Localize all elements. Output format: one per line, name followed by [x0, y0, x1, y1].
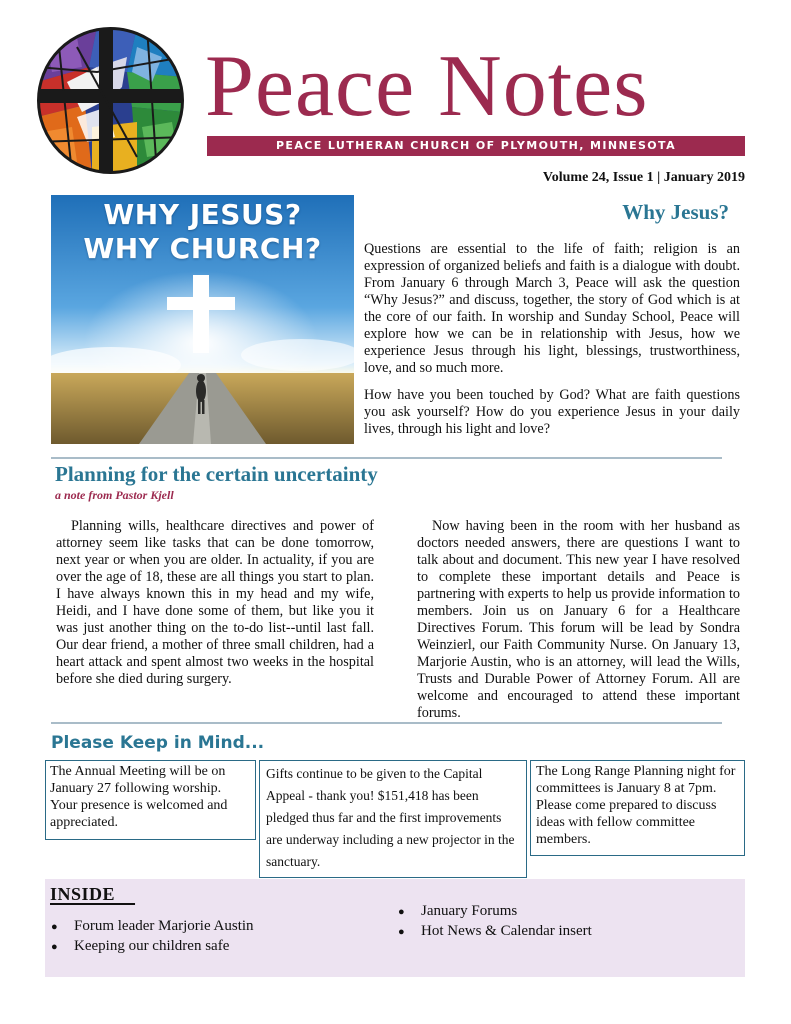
hero-line-1: WHY JESUS?	[103, 198, 302, 231]
long-range-planning-box: The Long Range Planning night for committees is January 8 at 7pm. Please come prepared to discuss ideas with fellow committee members.	[530, 760, 745, 856]
inside-heading: INSIDE	[50, 884, 136, 904]
inside-item	[51, 918, 254, 935]
planning-column-2: Now having been in the room with her husband as doctors needed answers, there are questions I want to talk about and document. This new year I have resolved to complete these important details and Peace is partnering with experts to help us provide information to members. Join us on January 6 for a Healthcare Directives Forum. This forum will be lead by Sondra Weinzierl, our Faith Community Nurse. On January 13, Marjorie Austin, who is an attorney, will lead the Wills, Trusts and Durable Power of Attorney Forum. All are welcome and encouraged to attend these important forums.	[417, 518, 740, 721]
church-name-banner: PEACE LUTHERAN CHURCH OF PLYMOUTH, MINNESOTA	[207, 136, 745, 156]
inside-item	[398, 903, 517, 920]
planning-heading: Planning for the certain uncertainty	[55, 462, 378, 486]
annual-meeting-box: The Annual Meeting will be on January 27 following worship. Your presence is welcomed and appreciated.	[45, 760, 256, 840]
inside-item	[398, 923, 592, 940]
why-jesus-heading: Why Jesus?	[622, 200, 729, 224]
inside-item-label: Forum leader Marjorie Austin	[74, 918, 254, 934]
bullet-icon: ●	[51, 941, 58, 953]
newsletter-title: Peace Notes	[205, 38, 649, 135]
section-divider	[51, 457, 722, 459]
inside-item-label: January Forums	[421, 903, 518, 919]
why-jesus-paragraph-1: Questions are essential to the life of faith; religion is an expression of organized beliefs and faith is a dialogue with doubt. From January 6 through March 3, Peace will ask the question “Why Jesus?” and discuss, together, the story of God which is at the core of our faith. In worship and Sunday School, Peace will explore how we can be in relationship with Jesus, how we experience Jesus through his light, blessings, trustworthiness, love, and so much more.	[364, 241, 740, 376]
issue-info: Volume 24, Issue 1 | January 2019	[542, 170, 745, 185]
inside-item	[51, 938, 229, 955]
section-divider	[51, 722, 722, 724]
inside-item-label: Hot News & Calendar insert	[421, 923, 592, 939]
capital-appeal-box: Gifts continue to be given to the Capital Appeal - thank you! $151,418 has been pledged thus far and the first improvements are underway including a new projector in the sanctuary.	[259, 760, 527, 878]
keep-in-mind-heading: Please Keep in Mind...	[51, 733, 265, 753]
bullet-icon: ●	[398, 906, 405, 918]
why-jesus-paragraph-2: How have you been touched by God? What are faith questions you ask yourself? How do you experience Jesus in your daily lives, through his light and love?	[364, 387, 740, 437]
bullet-icon: ●	[51, 921, 58, 933]
hero-line-2: WHY CHURCH?	[83, 232, 322, 265]
hero-heading	[51, 198, 354, 266]
inside-item-label: Keeping our children safe	[74, 938, 230, 954]
church-logo	[37, 27, 184, 174]
planning-column-1: Planning wills, healthcare directives and power of attorney seem like tasks that can be done tomorrow, next year or when you are older. In actuality, if you are over the age of 18, these are all things you start to plan. I have always known this in my head and my wife, Heidi, and I have done some of them, but like you it was just another thing on the to-do list--until last fall. Our dear friend, a mother of three small children, had a heart attack and spent almost two weeks in the hospital before she died during surgery.	[56, 518, 374, 687]
planning-byline: a note from Pastor Kjell	[55, 488, 174, 502]
bullet-icon: ●	[398, 926, 405, 938]
